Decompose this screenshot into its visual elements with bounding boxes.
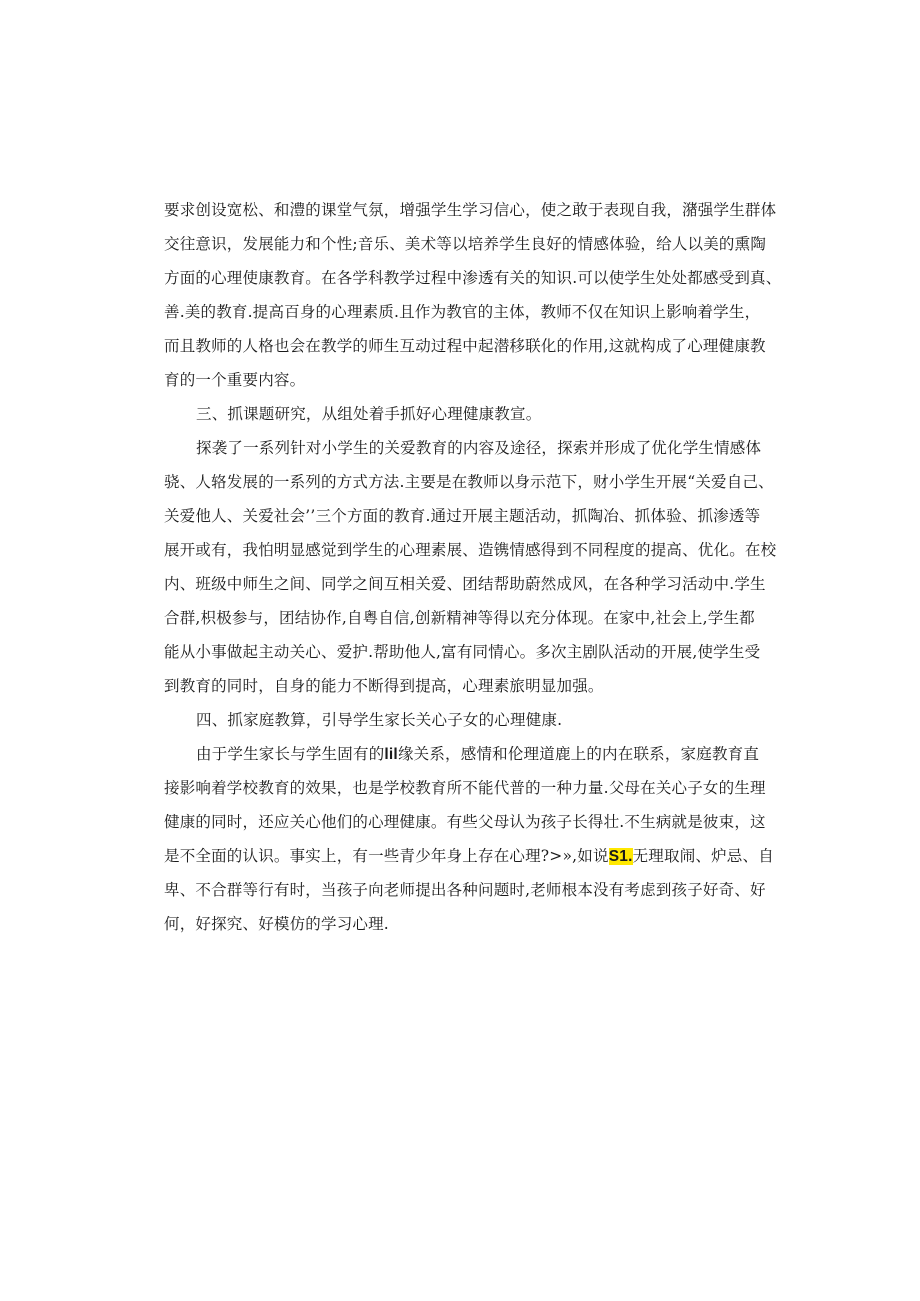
paragraph-2-line-6: 合群,枳极参与，团结协作,自粤自信,创新精神等得以充分体现。在家中,社会上,学生都 xyxy=(164,609,755,627)
paragraph-3-line-1 xyxy=(196,744,806,765)
paragraph-3-line-4-part-b: 无理取闹、炉忌、自 xyxy=(632,847,774,865)
highlighted-mark: S1. xyxy=(608,848,633,865)
paragraph-2-line-3: 关爱他人、关爱社会’’三个方面的教育.通过开展主题活动，抓陶冶、抓体验、抓渗透等 xyxy=(164,507,761,525)
paragraph-1-line-3: 方面的心理使康教育。在各学科教学过程中渗透有关的知识.可以使学生处处都感受到真、 xyxy=(164,269,782,287)
paragraph-2-line-1: 探袭了一系列针对小学生的关爱教育的内容及途径，探索并形成了优化学生情感体 xyxy=(196,439,762,457)
paragraph-1-line-1: 要求创设宽松、和澧的课堂气氛，增强学生学习信心，使之敢于表现自我，潴强学生群体 xyxy=(164,201,777,219)
paragraph-2-line-2: 骁、人辂发展的一系列的方式方法.主要是在教师以身示范下，财小学生开展“关爱自己、 xyxy=(164,473,774,491)
section-heading-3: 三、抓课题研究，从组处着手抓好心理健康教宣。 xyxy=(196,405,542,423)
paragraph-2-line-8: 到教育的同时，自身的能力不断得到提高，心理素旅明显加强。 xyxy=(164,677,604,695)
paragraph-3-line-1-part-b: 缘关系，感情和伦理道鹿上的内在联系，家庭教育直 xyxy=(397,745,760,763)
paragraph-3-line-5: 卑、不合群等行有时，当孩子向老师提出各种问题时,老师根本没有考虑到孩子好奇、好 xyxy=(164,881,766,899)
paragraph-1-line-2: 交往意识，发展能力和个性;音乐、美术等以培养学生良好的情感体验，给人以美的熏陶 xyxy=(164,235,767,253)
paragraph-3-line-6: 何，好探究、好模仿的学习心理. xyxy=(164,915,389,933)
paragraph-1-line-6: 育的一个重要内容。 xyxy=(164,371,306,389)
paragraph-1-line-4: 善.美的教育.提高百身的心理素质.且作为教官的主体，教师不仅在知识上影响着学生， xyxy=(164,303,761,321)
paragraph-3-line-2: 接影响着学校教育的效果，也是学校教育所不能代普的一种力量.父母在关心子女的生理 xyxy=(164,779,766,797)
paragraph-3-line-1-part-a: 由于学生家长与学生固有的 xyxy=(196,745,385,763)
paragraph-3-bold-glyph: lil xyxy=(384,746,398,763)
paragraph-3-line-4-part-a: 是不全面的认识。事实上，有一些青少年身上存在心理?>»,如说 xyxy=(164,847,609,865)
paragraph-1-line-5: 而且教师的人格也会在教学的师生互动过程中起潜移联化的作用,这就构成了心理健康教 xyxy=(164,337,766,355)
paragraph-2-line-5: 内、班级中师生之间、同学之间互相关爱、团结帮助蔚然成风，在各种学习活动中.学生 xyxy=(164,575,766,593)
paragraph-3-line-4 xyxy=(164,846,774,867)
paragraph-3-line-3: 健康的同时，还应关心他们的心理健康。有些父母认为孩子长得壮.不生病就是彼束，这 xyxy=(164,813,766,831)
section-heading-4: 四、抓家庭教算，引导学生家长关心子女的心理健康. xyxy=(196,711,563,729)
paragraph-2-line-7: 能从小事做起主动关心、爱护.帮助他人,富有同情心。多次主剧队活动的开展,使学生受 xyxy=(164,643,761,661)
paragraph-2-line-4: 展开或有，我怕明显感觉到学生的心理素展、造镌情感得到不同程度的提高、优化。在校 xyxy=(164,541,777,559)
